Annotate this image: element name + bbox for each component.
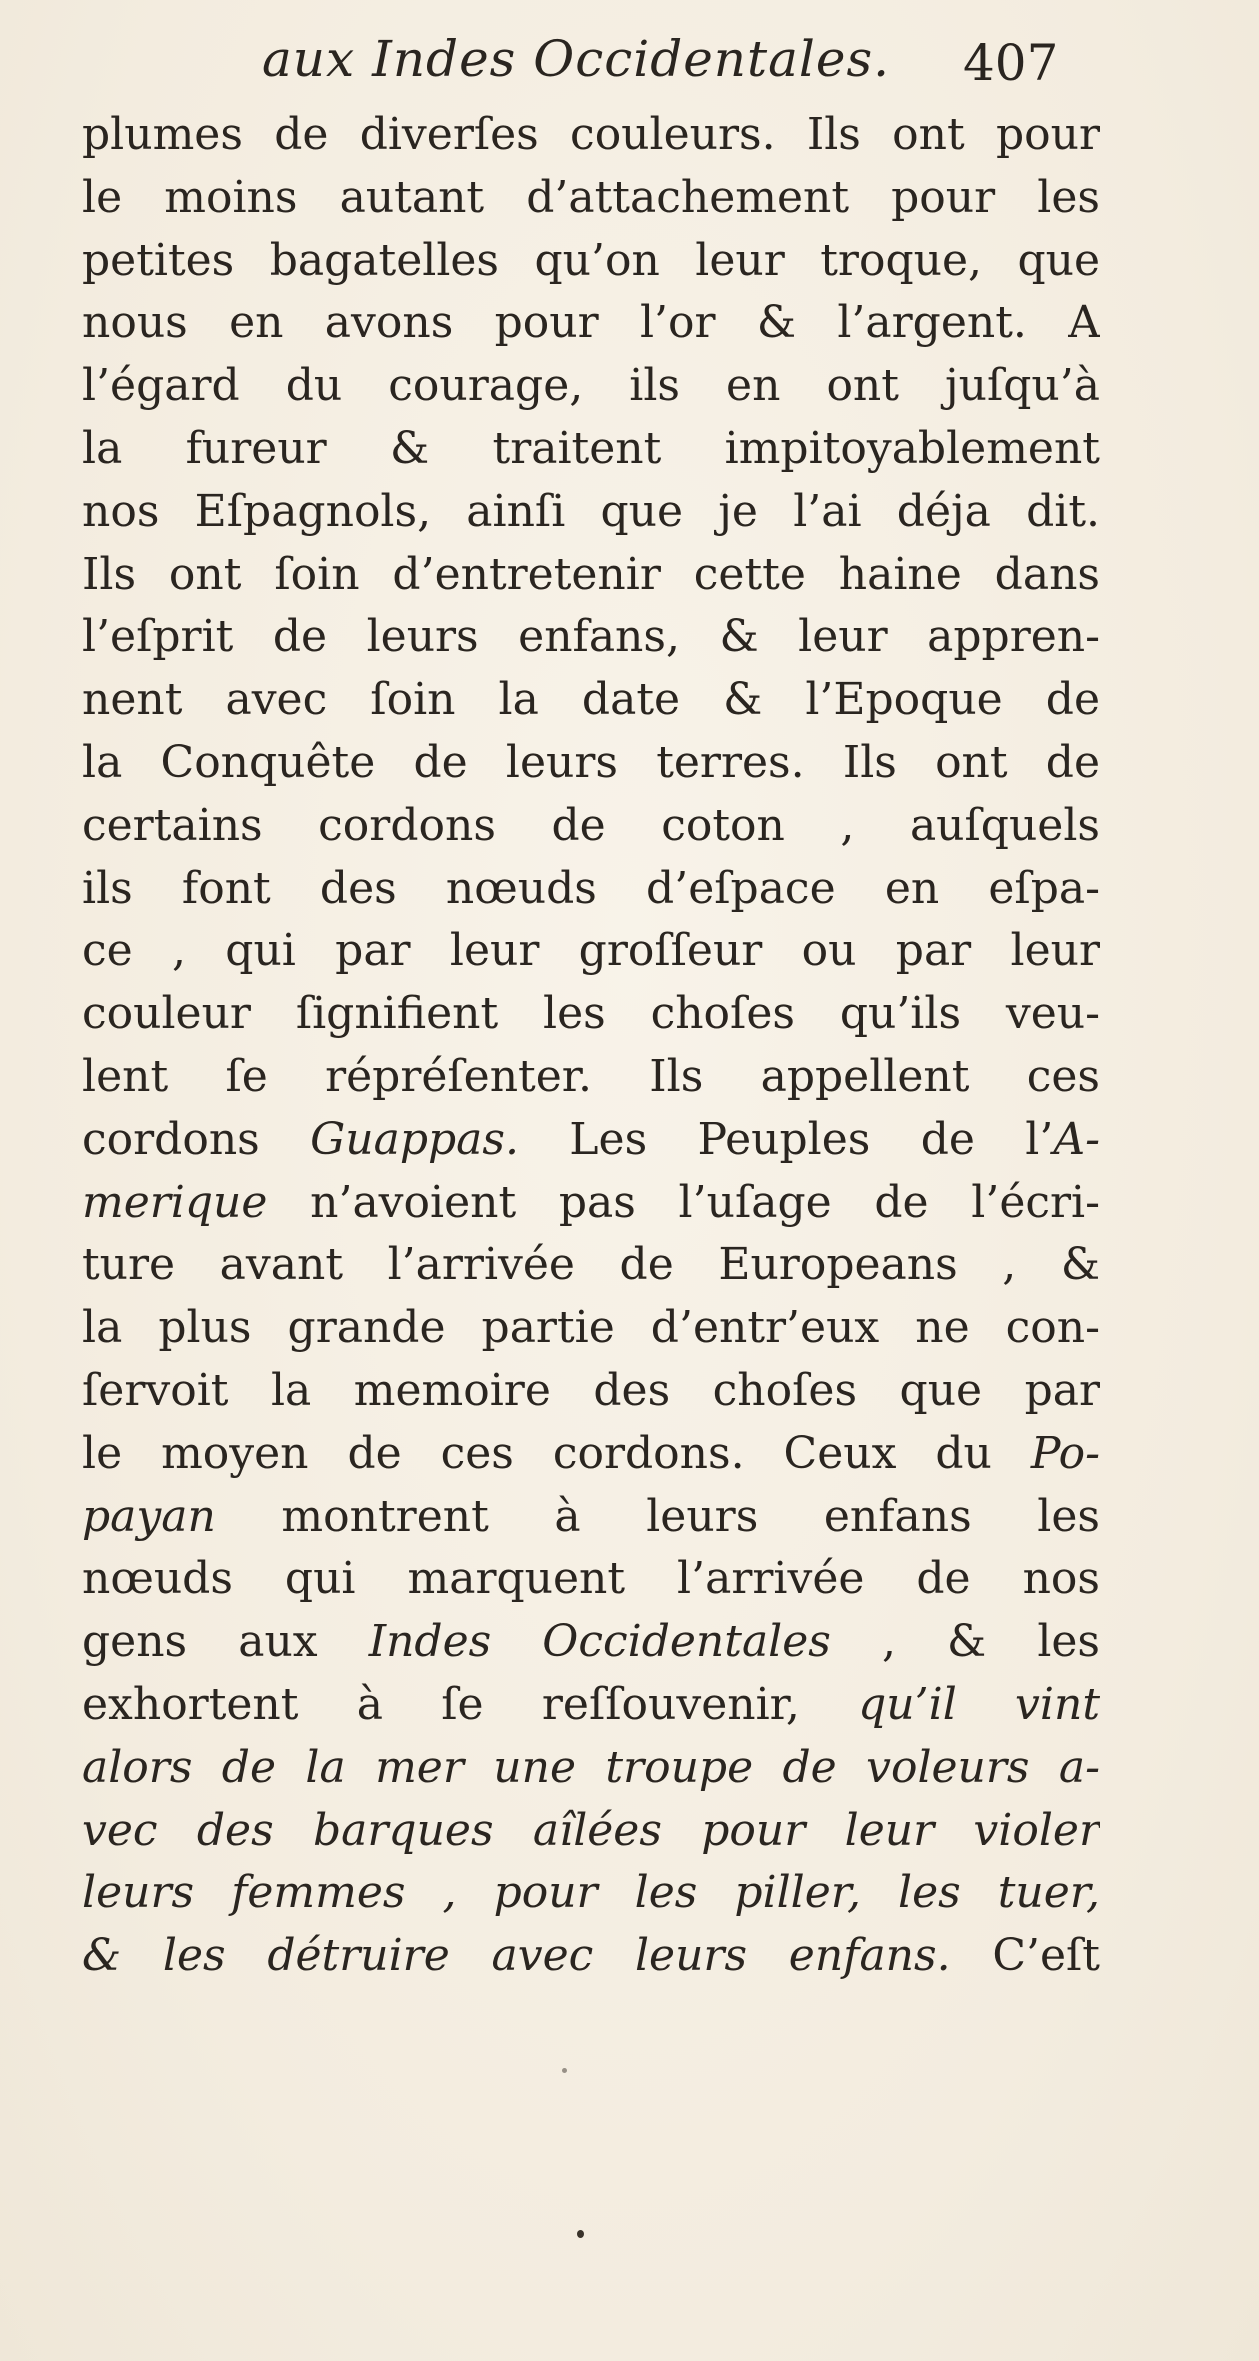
text-line xyxy=(82,1548,1100,1611)
text-segment: cordons xyxy=(82,1113,311,1165)
text-segment: n’avoient pas l’uſage de l’écri- xyxy=(267,1176,1100,1228)
italic-text: merique xyxy=(82,1176,268,1228)
text-line xyxy=(82,1486,1100,1549)
text-line xyxy=(82,1674,1100,1737)
text-segment: nœuds qui marquent l’arrivée de nos xyxy=(82,1553,1100,1605)
text-line xyxy=(82,230,1100,293)
text-line xyxy=(82,481,1100,544)
text-segment: nos Eſpagnols, ainſi que je l’ai déja dit. xyxy=(82,485,1100,537)
text-segment: certains cordons de coton , auſquels xyxy=(82,799,1100,851)
text-line xyxy=(82,1611,1100,1674)
italic-text: qu’il vint xyxy=(858,1678,1100,1730)
text-line xyxy=(82,1423,1100,1486)
text-segment: gens aux xyxy=(82,1616,369,1668)
running-title: aux Indes Occidentales. xyxy=(262,30,891,88)
text-line xyxy=(82,355,1100,418)
text-line xyxy=(82,167,1100,230)
text-line xyxy=(82,104,1100,167)
italic-text: Indes Occidentales xyxy=(368,1616,831,1668)
text-segment: couleur ſignifient les choſes qu’ils veu- xyxy=(82,988,1100,1040)
body-text xyxy=(82,104,1100,1988)
text-segment: la Conquête de leurs terres. Ils ont de xyxy=(82,736,1100,788)
italic-text: vec des barques aîlées pour leur violer xyxy=(82,1804,1100,1856)
text-line xyxy=(82,1925,1100,1988)
text-segment: le moins autant d’attachement pour les xyxy=(82,171,1100,223)
text-segment: montrent à leurs enfans les xyxy=(215,1490,1100,1542)
text-segment: le moyen de ces cordons. Ceux du xyxy=(82,1427,1031,1479)
text-line xyxy=(82,795,1100,858)
italic-text: leurs femmes , pour les piller, les tuer, xyxy=(82,1867,1100,1919)
italic-text: A- xyxy=(1053,1113,1100,1165)
text-line xyxy=(82,544,1100,607)
text-segment: l’eſprit de leurs enfans, & leur appren- xyxy=(82,611,1100,663)
italic-text: payan xyxy=(82,1490,216,1542)
text-segment: ils font des nœuds d’eſpace en eſpa- xyxy=(82,862,1100,914)
text-segment: Ils ont ſoin d’entretenir cette haine dans xyxy=(82,548,1100,600)
text-line xyxy=(82,1234,1100,1297)
italic-text: & les détruire avec leurs enfans. xyxy=(82,1930,951,1982)
italic-text: Guappas. xyxy=(310,1113,519,1165)
text-segment: lent ſe répréſenter. Ils appellent ces xyxy=(82,1050,1100,1102)
text-line xyxy=(82,292,1100,355)
text-line xyxy=(82,418,1100,481)
page-number: 407 xyxy=(963,34,1059,92)
text-line xyxy=(82,732,1100,795)
text-segment: C’eſt xyxy=(950,1930,1100,1982)
text-line xyxy=(82,920,1100,983)
text-segment: ſervoit la memoire des choſes que par xyxy=(82,1364,1100,1416)
text-line xyxy=(82,1046,1100,1109)
text-segment: ture avant l’arrivée de Europeans , & xyxy=(82,1239,1100,1291)
text-line xyxy=(82,1737,1100,1800)
text-segment: Les Peuples de l’ xyxy=(518,1113,1054,1165)
text-segment: la fureur & traitent impitoyablement xyxy=(82,422,1100,474)
ink-speck xyxy=(577,2230,584,2238)
text-segment: nent avec ſoin la date & l’Epoque de xyxy=(82,674,1100,726)
text-segment: l’égard du courage, ils en ont juſqu’à xyxy=(82,360,1100,412)
text-line xyxy=(82,1297,1100,1360)
text-segment: exhortent à ſe reſſouvenir, xyxy=(82,1678,859,1730)
text-line xyxy=(82,858,1100,921)
text-segment: plumes de diverſes couleurs. Ils ont pour xyxy=(82,109,1100,160)
text-segment: petites bagatelles qu’on leur troque, que xyxy=(82,234,1100,286)
ink-speck xyxy=(562,2068,567,2073)
text-segment: , & les xyxy=(830,1616,1100,1668)
text-line xyxy=(82,1360,1100,1423)
text-line xyxy=(82,669,1100,732)
italic-text: alors de la mer une troupe de voleurs a- xyxy=(82,1741,1100,1793)
text-segment: la plus grande partie d’entr’eux ne con- xyxy=(82,1302,1100,1354)
text-line xyxy=(82,1800,1100,1863)
text-segment: ce , qui par leur groſſeur ou par leur xyxy=(82,925,1100,977)
text-line xyxy=(82,1109,1100,1172)
text-line xyxy=(82,1862,1100,1925)
text-segment: nous en avons pour l’or & l’argent. A xyxy=(82,297,1100,349)
text-line xyxy=(82,1172,1100,1235)
text-line xyxy=(82,983,1100,1046)
page-header xyxy=(0,22,1259,102)
italic-text: Po- xyxy=(1030,1427,1100,1479)
text-line xyxy=(82,606,1100,669)
